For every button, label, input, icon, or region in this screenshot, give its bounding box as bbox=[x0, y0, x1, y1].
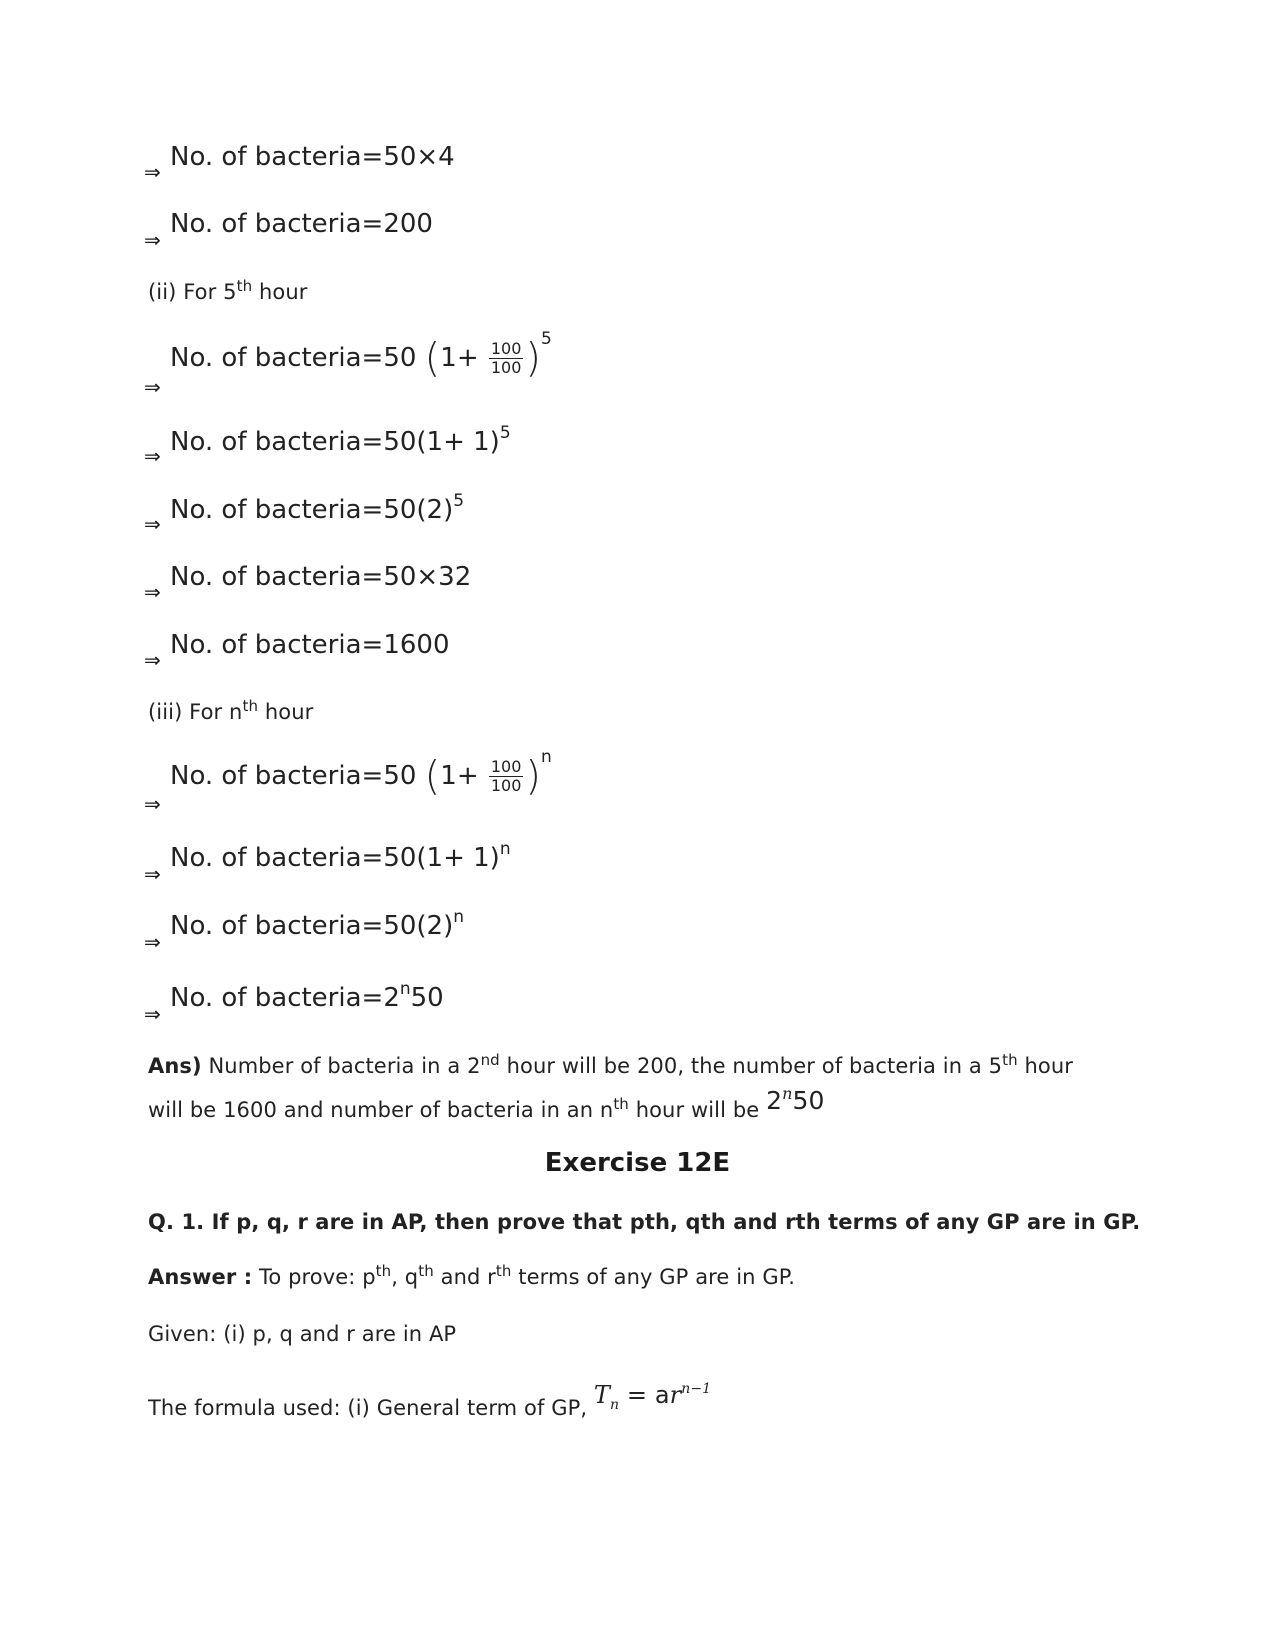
implies-arrow: ⇒ bbox=[144, 930, 161, 954]
equation-line: No. of bacteria=50(1+ 1)$^5$ bbox=[170, 423, 511, 457]
implies-arrow: ⇒ bbox=[144, 1002, 161, 1026]
implies-arrow: ⇒ bbox=[144, 580, 161, 604]
implies-arrow: ⇒ bbox=[144, 862, 161, 886]
implies-arrow: ⇒ bbox=[144, 792, 161, 816]
equation-prefix: No. of bacteria= bbox=[170, 983, 384, 1013]
answer-expression: 2$^n$50 bbox=[766, 1084, 825, 1115]
answer-intro: Answer : To prove: $p^{th}$, $q^{th}$ and $r^{th}$ terms of any GP are in GP. bbox=[148, 1262, 795, 1289]
equation-prefix: No. of bacteria= bbox=[170, 495, 384, 525]
equation-prefix: No. of bacteria= bbox=[170, 142, 384, 172]
equation-prefix: No. of bacteria= bbox=[170, 209, 384, 239]
answer-label: Answer : bbox=[148, 1265, 253, 1289]
formula-expression: $T_n = ar^{n-1}$ bbox=[593, 1381, 712, 1413]
equation-prefix: No. of bacteria= bbox=[170, 343, 384, 373]
answer-paragraph-line2: will be 1600 and number of bacteria in an $n^{th}$ hour will be 2$^n$50 bbox=[148, 1084, 825, 1122]
equation-line: No. of $bacteria=2^n50$ bbox=[170, 979, 444, 1013]
equation-line: No. of bacteria=50 (1+ $\frac{100}{100}$ )$^n$ bbox=[170, 747, 552, 800]
implies-arrow: ⇒ bbox=[144, 512, 161, 536]
equation-prefix: No. of bacteria= bbox=[170, 427, 384, 457]
equation-line bbox=[170, 142, 455, 172]
equation-line bbox=[170, 209, 433, 239]
formula-line: The formula used: (i) General term of GP, $T_n = ar^{n-1}$ bbox=[148, 1381, 712, 1420]
equation-prefix: No. of bacteria= bbox=[170, 562, 384, 592]
equation-prefix: No. of bacteria= bbox=[170, 911, 384, 941]
answer-label: Ans) bbox=[148, 1054, 202, 1078]
equation-line: No. of bacteria=50 (1+ $\frac{100}{100}$ )$^5$ bbox=[170, 329, 552, 382]
equation-value: 50×4 bbox=[383, 142, 455, 172]
equation-line: No. of bacteria=1600 bbox=[170, 630, 450, 660]
implies-arrow: ⇒ bbox=[144, 444, 161, 468]
implies-arrow: ⇒ bbox=[144, 648, 161, 672]
equation-prefix: No. of bacteria= bbox=[170, 843, 384, 873]
question-text: Q. 1. If p, q, r are in AP, then prove that pth, qth and rth terms of any GP are in GP. bbox=[148, 1210, 1141, 1234]
equation-line: No. of $bacteria=50(2)^5$ bbox=[170, 491, 465, 525]
implies-arrow: ⇒ bbox=[144, 228, 161, 252]
answer-paragraph-line1: Ans) Number of bacteria in a 2nd hour will be 200, the number of bacteria in a 5th hour bbox=[148, 1051, 1073, 1078]
fraction: $\frac{100}{100}$ bbox=[490, 757, 522, 795]
part-label: (ii) For 5th hour bbox=[148, 277, 308, 304]
equation-prefix: No. of bacteria= bbox=[170, 761, 384, 791]
given-text: Given: (i) p, q and r are in AP bbox=[148, 1322, 457, 1346]
implies-arrow: ⇒ bbox=[144, 160, 161, 184]
equation-line: No. of bacteria=50(1+ 1)$^n$ bbox=[170, 839, 511, 873]
part-label: (iii) For $n^{th}$ hour bbox=[148, 697, 314, 724]
equation-line: No. of bacteria=50×32 bbox=[170, 562, 472, 592]
equation-value: 200 bbox=[383, 209, 433, 239]
implies-arrow: ⇒ bbox=[144, 375, 161, 399]
equation-prefix: No. of bacteria= bbox=[170, 630, 384, 660]
equation-line: No. of $bacteria=50(2)^n$ bbox=[170, 907, 465, 941]
fraction: $\frac{100}{100}$ bbox=[490, 339, 522, 377]
exercise-title: Exercise 12E bbox=[544, 1148, 731, 1178]
